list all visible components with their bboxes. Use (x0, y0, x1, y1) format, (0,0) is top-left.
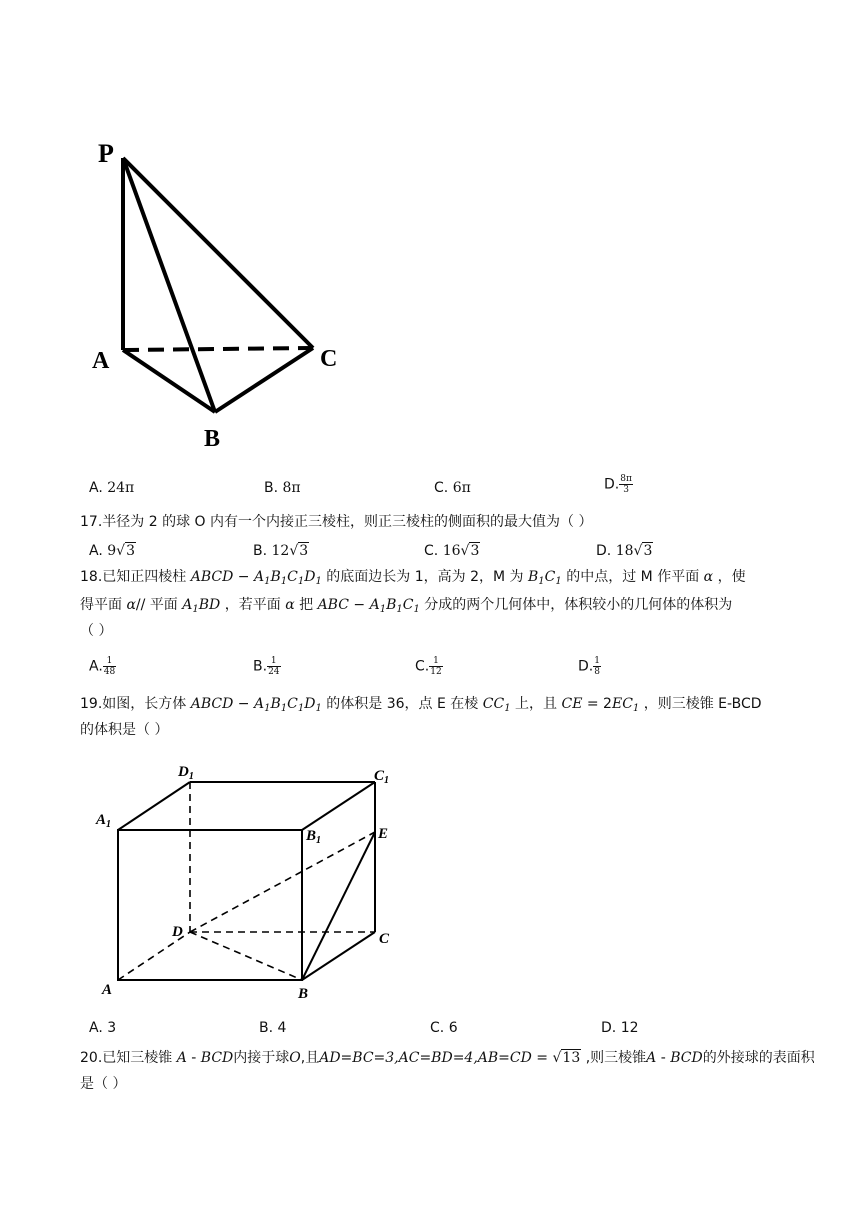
fraction: $\frac{1}{24}$ (268, 656, 280, 677)
q19-option-b: B. 4 (259, 1020, 287, 1036)
face-front (118, 830, 302, 980)
edge-BE (302, 832, 375, 980)
sqrt: √3 (289, 543, 309, 559)
q19-line2: 的体积是（ ） (80, 722, 169, 738)
q19-option-d: D. 12 (601, 1020, 639, 1036)
q18-option-c: C. $\frac{1}{12}$ (415, 656, 442, 677)
sqrt: √13 (552, 1050, 581, 1066)
cuboid-figure (88, 760, 418, 1010)
label-D: D (172, 924, 183, 940)
edge-A1D1 (118, 782, 190, 830)
q18-line2: 得平面 α// 平面 $A_1BD$ ，若平面 α 把 ABC − $A_1B_1C_1$ 分成的两个几何体中，体积较小的几何体的体积为 (80, 597, 733, 615)
q16-option-c: C. 6π (434, 480, 471, 496)
edge-PC (123, 158, 313, 348)
label-A: A (102, 982, 113, 998)
fraction: $\frac{1}{12}$ (430, 656, 442, 677)
fraction: $\frac{1}{48}$ (103, 656, 116, 677)
edge-B1C1 (302, 782, 375, 830)
q17-option-b: B. 12√3 (253, 543, 309, 559)
q20-line1: 20.已知三棱锥 A - BCD内接于球O,且AD=BC=3,AC=BD=4,AB=CD = √13 ,则三棱锥A - BCD的外接球的表面积 (80, 1050, 815, 1066)
q16-option-d: D. $\frac{8\pi}{3}$ (604, 474, 632, 495)
edge-BC (215, 348, 313, 412)
label-B1: $B_1$ (306, 828, 322, 846)
label-A1: $A_1$ (96, 812, 112, 830)
q18-line3: （ ） (80, 623, 113, 639)
q18-option-b: B. $\frac{1}{24}$ (253, 656, 280, 677)
q19-option-a: A. 3 (89, 1020, 117, 1036)
q17-option-c: C. 16√3 (424, 543, 480, 559)
label-C1: $C_1$ (374, 768, 390, 786)
edge-AB (123, 350, 215, 412)
sqrt: √3 (116, 543, 135, 559)
q17-option-a: A. 9√3 (89, 543, 135, 559)
label-P: P (98, 139, 114, 168)
sqrt: √3 (633, 543, 653, 559)
label-C: C (379, 931, 390, 947)
q18-option-d: D. $\frac{1}{8}$ (578, 656, 600, 677)
label-D1: $D_1$ (178, 764, 194, 782)
q18-line1: 18.已知正四棱柱 ABCD − $A_1B_1C_1D_1$ 的底面边长为 1，高为 2，M 为 $B_1C_1$ 的中点，过 M 作平面 α ，使 (80, 569, 746, 587)
q17-option-d: D. 18√3 (596, 543, 653, 559)
label-A: A (92, 348, 110, 374)
edge-DB-hidden (190, 932, 302, 980)
label-B: B (298, 986, 309, 1002)
q16-option-a: A. 24π (89, 480, 135, 496)
fraction: $\frac{8\pi}{3}$ (620, 474, 632, 495)
q20-line2: 是（ ） (80, 1076, 127, 1092)
pyramid-figure (78, 130, 358, 460)
edge-AC-hidden (123, 348, 313, 350)
sqrt: √3 (460, 543, 480, 559)
q19-option-c: C. 6 (430, 1020, 458, 1036)
edge-PB (123, 158, 215, 412)
fraction: $\frac{1}{8}$ (594, 656, 600, 677)
label-B: B (204, 426, 221, 452)
q18-option-a: A. $\frac{1}{48}$ (89, 656, 116, 677)
q16-option-b: B. 8π (264, 480, 301, 496)
label-C: C (320, 346, 338, 372)
q17-question: 17.半径为 2 的球 O 内有一个内接正三棱柱，则正三棱柱的侧面积的最大值为（ ） (80, 514, 593, 530)
q19-line1: 19.如图，长方体 ABCD − $A_1B_1C_1D_1$ 的体积是 36，点 E 在棱 $CC_1$ 上，且 CE = $2EC_1$ ，则三棱锥 E-BCD (80, 696, 762, 714)
label-E: E (378, 826, 389, 842)
edge-DE-hidden (190, 832, 375, 932)
